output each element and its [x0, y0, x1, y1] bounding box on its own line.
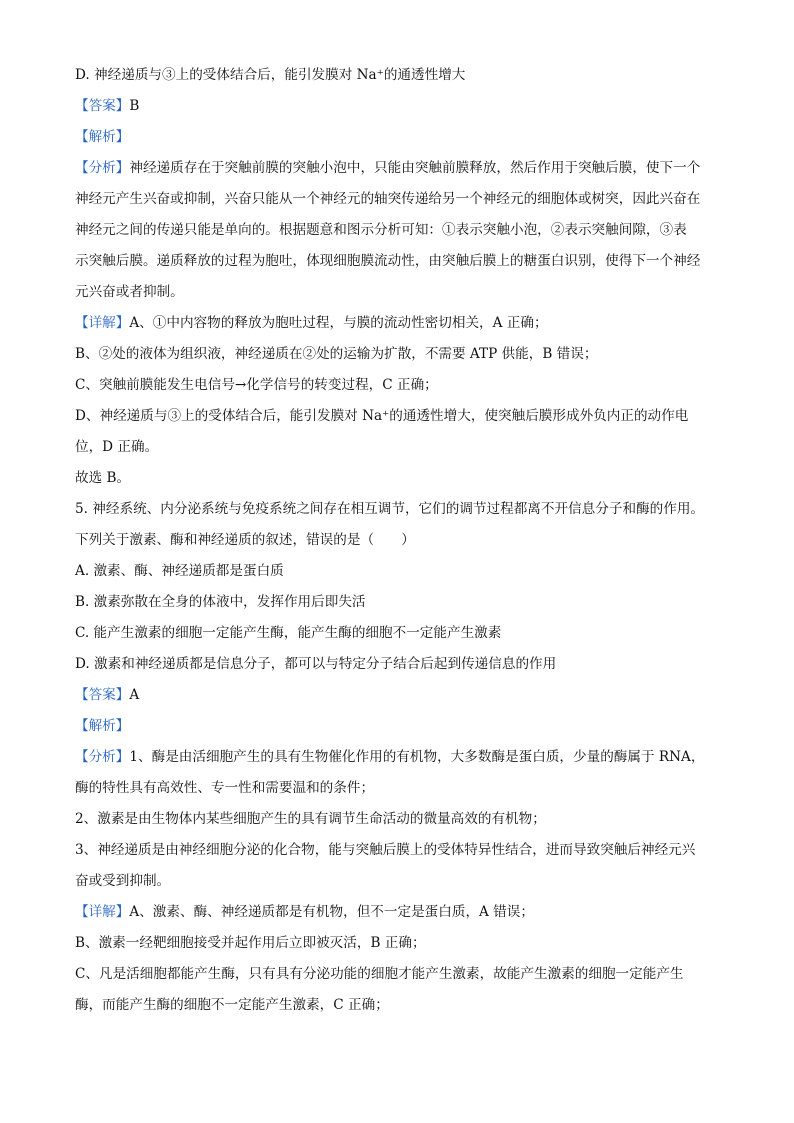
- document-page: [75, 60, 725, 1021]
- line-text: 3、神经递质是由神经细胞分泌的化合物，能与突触后膜上的受体特异性结合，进而导致突触后神经元兴: [75, 842, 696, 858]
- detail-line: [75, 401, 725, 432]
- fenxi-tag: 【分析】: [75, 749, 130, 765]
- analysis-line: [75, 215, 725, 246]
- line-text: C. 能产生激素的细胞一定能产生酶，能产生酶的细胞不一定能产生激素: [75, 625, 502, 641]
- option-b: [75, 587, 725, 618]
- question-5-line: [75, 494, 725, 525]
- line-text: D、神经递质与③上的受体结合后，能引发膜对 Na⁺的通透性增大，使突触后膜形成外负内正的动作电: [75, 408, 689, 424]
- fenxi-tag: 【分析】: [75, 160, 130, 176]
- line-text: 神经递质存在于突触前膜的突触小泡中，只能由突触前膜释放，然后作用于突触后膜，使下一个: [129, 160, 701, 176]
- answer-line: [75, 91, 725, 122]
- line-text: D. 神经递质与③上的受体结合后，能引发膜对 Na⁺的通透性增大: [75, 67, 466, 83]
- analysis-line: [75, 246, 725, 277]
- detail-line: [75, 339, 725, 370]
- analysis-line: [75, 866, 725, 897]
- analysis-tag: 【解析】: [75, 129, 130, 145]
- answer-value: A: [129, 687, 140, 703]
- line-text: 神经元之间的传递只能是单向的。根据题意和图示分析可知：①表示突触小泡，②表示突触间隙，③表: [75, 222, 687, 238]
- line-text: A. 激素、酶、神经递质都是蛋白质: [75, 563, 284, 579]
- line-text: A、①中内容物的释放为胞吐过程，与膜的流动性密切相关，A 正确；: [129, 315, 548, 331]
- option-a: [75, 556, 725, 587]
- answer-tag: 【答案】: [75, 687, 130, 703]
- analysis-line: [75, 804, 725, 835]
- line-text: D. 激素和神经递质都是信息分子，都可以与特定分子结合后起到传递信息的作用: [75, 656, 557, 672]
- option-d: [75, 649, 725, 680]
- line-text: 酶，而能产生酶的细胞不一定能产生激素，C 正确；: [75, 997, 389, 1013]
- line-text: A、激素、酶、神经递质都是有机物，但不一定是蛋白质，A 错误；: [129, 904, 534, 920]
- option-c: [75, 618, 725, 649]
- answer-line: [75, 680, 725, 711]
- detail-line: [75, 959, 725, 990]
- answer-value: B: [129, 98, 140, 114]
- line-text: 5. 神经系统、内分泌系统与免疫系统之间存在相互调节，它们的调节过程都离不开信息分子和酶的作用。: [75, 501, 705, 517]
- line-text: B、激素一经靶细胞接受并起作用后立即被灭活，B 正确；: [75, 935, 426, 951]
- option-d-line: [75, 60, 725, 91]
- line-text: 元兴奋或者抑制。: [75, 284, 184, 300]
- conclusion-line: [75, 463, 725, 494]
- analysis-tag: 【解析】: [75, 718, 130, 734]
- analysis-line: [75, 153, 725, 184]
- line-text: 位，D 正确。: [75, 439, 159, 455]
- line-text: C、凡是活细胞都能产生酶，只有具有分泌功能的细胞才能产生激素，故能产生激素的细胞一定能产生: [75, 966, 684, 982]
- question-5-line: [75, 525, 725, 556]
- analysis-heading: [75, 711, 725, 742]
- line-text: 酶的特性具有高效性、专一性和需要温和的条件；: [75, 780, 375, 796]
- detail-line: [75, 897, 725, 928]
- line-text: 神经元产生兴奋或抑制，兴奋只能从一个神经元的轴突传递给另一个神经元的细胞体或树突，因此兴奋在: [75, 191, 701, 207]
- line-text: 1、酶是由活细胞产生的具有生物催化作用的有机物，大多数酶是蛋白质，少量的酶属于 RNA，: [129, 749, 705, 765]
- line-text: B、②处的液体为组织液，神经递质在②处的运输为扩散，不需要 ATP 供能，B 错误；: [75, 346, 598, 362]
- line-text: 2、激素是由生物体内某些细胞产生的具有调节生命活动的微量高效的有机物；: [75, 811, 546, 827]
- line-text: 奋或受到抑制。: [75, 873, 171, 889]
- detail-line: [75, 990, 725, 1021]
- detail-line: [75, 432, 725, 463]
- analysis-heading: [75, 122, 725, 153]
- detail-line: [75, 308, 725, 339]
- analysis-line: [75, 742, 725, 773]
- line-text: 下列关于激素、酶和神经递质的叙述，错误的是（ ）: [75, 532, 415, 548]
- line-text: 示突触后膜。递质释放的过程为胞吐，体现细胞膜流动性，由突触后膜上的糖蛋白识别，使得下一个神经: [75, 253, 701, 269]
- line-text: B. 激素弥散在全身的体液中，发挥作用后即失活: [75, 594, 366, 610]
- detail-line: [75, 370, 725, 401]
- analysis-line: [75, 773, 725, 804]
- analysis-line: [75, 277, 725, 308]
- line-text: C、突触前膜能发生电信号→化学信号的转变过程，C 正确；: [75, 377, 438, 393]
- detail-line: [75, 928, 725, 959]
- line-text: 故选 B。: [75, 470, 131, 486]
- detail-tag: 【详解】: [75, 315, 130, 331]
- detail-tag: 【详解】: [75, 904, 130, 920]
- analysis-line: [75, 184, 725, 215]
- answer-tag: 【答案】: [75, 98, 130, 114]
- analysis-line: [75, 835, 725, 866]
